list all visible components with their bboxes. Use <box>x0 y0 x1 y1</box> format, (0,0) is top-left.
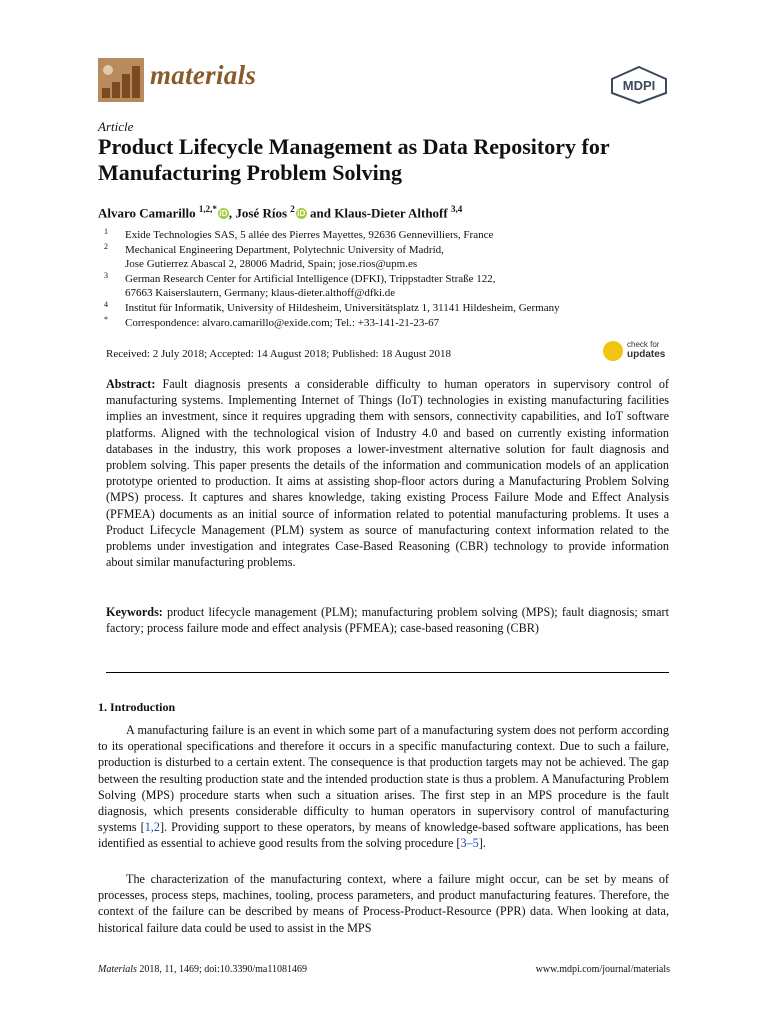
paragraph-text: A manufacturing failure is an event in which some part of a manufacturing system does not perform according to its operational specifications and therefore it occurs in a specific manufacturing context. Due to such a failure, production is disturbed to a certain extent. The consequence is that production targets may not be achieved. The gap between the resulting production state and the intended production state is thus a problem. A Manufacturing Problem Solving (MPS) procedure starts when such a situation arises. The first step in an MPS procedure is the fault diagnosis, which presents considerable difficulty to human operators in supervisory control of manufacturing systems [ <box>98 723 669 835</box>
affiliation-line: Mechanical Engineering Department, Polytechnic University of Madrid, <box>125 243 444 256</box>
footer-journal: Materials <box>98 964 137 975</box>
section-divider <box>106 672 669 673</box>
check-updates-line1: check for <box>627 340 660 349</box>
author-name: Alvaro Camarillo <box>98 205 196 221</box>
paragraph-text: ]. <box>478 836 486 851</box>
affiliation-item <box>104 272 674 301</box>
affiliation-item <box>104 316 674 331</box>
section-heading: 1. Introduction <box>98 700 176 714</box>
mdpi-logo-text: MDPI <box>622 78 656 93</box>
affiliation-item <box>104 228 674 243</box>
keywords <box>106 604 669 636</box>
affiliation-line: German Research Center for Artificial Intelligence (DFKI), Trippstadter Straße 122, <box>125 272 496 285</box>
orcid-icon[interactable]: iD <box>297 209 306 219</box>
affiliation-item <box>104 301 674 316</box>
author-name: José Ríos <box>235 205 287 221</box>
check-for-updates-badge[interactable] <box>603 340 673 364</box>
citation-link[interactable]: 3–5 <box>460 836 479 851</box>
keywords-text: product lifecycle management (PLM); manufacturing problem solving (MPS); fault diagnosis; smart factory; process failure mode and effect analysis (PFMEA); case-based reasoning (CBR) <box>106 605 670 636</box>
affiliation-number: 3 <box>104 270 108 280</box>
footer-citation <box>98 964 307 975</box>
affiliation-line: Jose Gutierrez Abascal 2, 28006 Madrid, Spain; jose.rios@upm.es <box>125 258 418 271</box>
journal-name: materials <box>150 60 257 90</box>
affiliation-number: 4 <box>104 299 108 309</box>
author-affil-sup: 2 <box>290 204 295 214</box>
footer-url[interactable]: www.mdpi.com/journal/materials <box>535 964 670 975</box>
article-type: Article <box>98 119 134 134</box>
author-affil-sup: 1,2,* <box>198 204 217 214</box>
abstract-text: Fault diagnosis presents a considerable difficulty to human operators in supervisory control of manufacturing systems. Implementing Internet of Things (IoT) technologies in existing manufacturing facilities implies an investment, since it requires upgrading them with sensors, connectivity capabilities, and IoT software platforms. Aligned with the technological vision of Industry 4.0 and based on currently existing information databases in the industry, this work proposes a lower-investment alternative solution for fault diagnosis and problem solving. This paper presents the details of the information and communication models of an application prototype oriented to production. It aims at assisting shop-floor actors during a Manufacturing Problem Solving (MPS) process. It captures and shares knowledge, taking existing Process Failure Mode and Effect Analysis (PFMEA) documents as an initial source of information related to potential manufacturing problems. It uses a Product Lifecycle Management (PLM) system as source of manufacturing context information related to the problems under investigation and integrates Case-Based Reasoning (CBR) technology to provide information about similar manufacturing problems. <box>106 377 669 570</box>
affiliation-item <box>104 243 674 272</box>
footer-citation-rest: 2018, 11, 1469; doi:10.3390/ma11081469 <box>136 964 307 975</box>
journal-logo-icon <box>98 58 144 102</box>
body-paragraph <box>98 722 669 852</box>
orcid-icon[interactable]: iD <box>219 209 228 219</box>
author-name: Klaus-Dieter Althoff <box>334 205 448 221</box>
affiliation-line: Exide Technologies SAS, 5 allée des Pierres Mayettes, 92636 Gennevilliers, France <box>125 229 494 241</box>
paragraph-text: ]. Providing support to these operators, by means of knowledge-based software applications, has been identified as essential to achieve good results from the solving procedure [ <box>98 820 669 851</box>
publication-dates: Received: 2 July 2018; Accepted: 14 August 2018; Published: 18 August 2018 <box>106 348 451 360</box>
keywords-label: Keywords: <box>106 605 163 619</box>
mdpi-logo-icon <box>610 66 668 104</box>
affiliation-list <box>104 228 674 330</box>
affiliation-number: 2 <box>104 241 108 251</box>
affiliation-line: Correspondence: alvaro.camarillo@exide.com; Tel.: +33-141-21-23-67 <box>125 316 440 329</box>
author-separator: and <box>306 205 335 221</box>
check-updates-text <box>627 340 665 360</box>
citation-link[interactable]: 1,2 <box>144 820 160 835</box>
paper-title: Product Lifecycle Management as Data Repository for Manufacturing Problem Solving <box>98 134 610 185</box>
author-affil-sup: 3,4 <box>450 204 463 214</box>
check-updates-icon <box>603 341 623 361</box>
abstract-label: Abstract: <box>106 377 156 391</box>
author-separator: , <box>228 205 236 221</box>
check-updates-line2: updates <box>627 349 666 360</box>
body-paragraph: The characterization of the manufacturing context, where a failure might occur, can be set by means of processes, process steps, machines, tooling, process parameters, and product manufacturing features. Therefore, the context of the failure can be described by means of Process-Product-Resource (PPR) data. When looking at data, historical failure data could be used to assist in the MPS <box>98 872 669 935</box>
affiliation-line: Institut für Informatik, University of Hildesheim, Universitätsplatz 1, 31141 Hildesheim, Germany <box>125 301 560 314</box>
author-list <box>98 204 462 221</box>
affiliation-number: * <box>104 314 108 324</box>
affiliation-line: 67663 Kaiserslautern, Germany; klaus-dieter.althoff@dfki.de <box>125 287 396 300</box>
abstract <box>106 376 669 570</box>
affiliation-number: 1 <box>104 227 108 236</box>
